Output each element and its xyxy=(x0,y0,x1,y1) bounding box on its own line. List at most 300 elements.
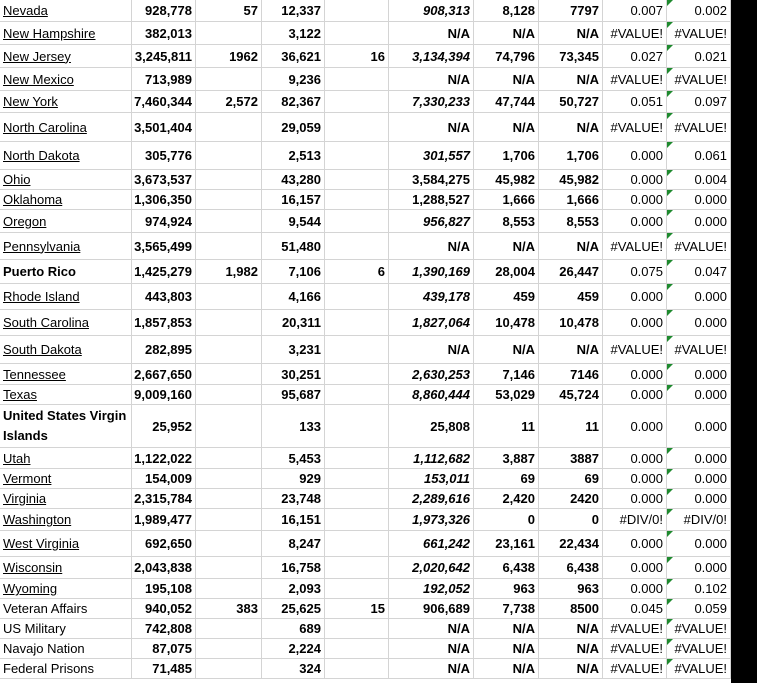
cell-col-1[interactable] xyxy=(132,113,196,141)
cell-col-6[interactable] xyxy=(474,142,539,169)
cell-col-2[interactable] xyxy=(196,190,262,209)
state-link[interactable]: Oklahoma xyxy=(3,192,63,207)
cell-col-4[interactable] xyxy=(325,260,389,283)
cell-col-1[interactable] xyxy=(132,579,196,598)
cell-col-9[interactable] xyxy=(667,659,731,678)
cell-col-0[interactable] xyxy=(0,45,132,67)
cell-col-8[interactable] xyxy=(603,639,667,658)
cell-col-7[interactable] xyxy=(539,45,603,67)
cell-col-8[interactable] xyxy=(603,68,667,90)
cell-col-3[interactable] xyxy=(262,557,325,578)
cell-col-2[interactable] xyxy=(196,113,262,141)
cell-col-3[interactable] xyxy=(262,210,325,232)
cell-col-3[interactable] xyxy=(262,509,325,530)
cell-col-9[interactable] xyxy=(667,489,731,508)
cell-col-4[interactable] xyxy=(325,233,389,259)
cell-col-0[interactable] xyxy=(0,469,132,488)
cell-col-2[interactable] xyxy=(196,210,262,232)
cell-col-4[interactable] xyxy=(325,310,389,335)
cell-col-4[interactable] xyxy=(325,659,389,678)
cell-col-6[interactable] xyxy=(474,336,539,363)
cell-col-1[interactable] xyxy=(132,233,196,259)
cell-col-3[interactable] xyxy=(262,385,325,404)
cell-col-7[interactable] xyxy=(539,659,603,678)
cell-col-7[interactable] xyxy=(539,210,603,232)
cell-col-7[interactable] xyxy=(539,448,603,468)
cell-col-8[interactable] xyxy=(603,599,667,618)
cell-col-3[interactable] xyxy=(262,190,325,209)
cell-col-5[interactable] xyxy=(389,579,474,598)
cell-col-4[interactable] xyxy=(325,599,389,618)
cell-col-5[interactable] xyxy=(389,190,474,209)
cell-col-3[interactable] xyxy=(262,364,325,384)
cell-col-4[interactable] xyxy=(325,579,389,598)
cell-col-8[interactable] xyxy=(603,336,667,363)
cell-col-6[interactable] xyxy=(474,45,539,67)
cell-col-6[interactable] xyxy=(474,364,539,384)
cell-col-7[interactable] xyxy=(539,336,603,363)
cell-col-2[interactable] xyxy=(196,509,262,530)
cell-col-6[interactable] xyxy=(474,509,539,530)
cell-col-3[interactable] xyxy=(262,599,325,618)
cell-col-6[interactable] xyxy=(474,284,539,309)
cell-col-9[interactable] xyxy=(667,364,731,384)
cell-col-0[interactable] xyxy=(0,599,132,618)
cell-col-8[interactable] xyxy=(603,659,667,678)
cell-col-3[interactable] xyxy=(262,489,325,508)
cell-col-1[interactable] xyxy=(132,599,196,618)
cell-col-0[interactable] xyxy=(0,659,132,678)
cell-col-4[interactable] xyxy=(325,557,389,578)
cell-col-7[interactable] xyxy=(539,68,603,90)
cell-col-4[interactable] xyxy=(325,448,389,468)
cell-col-7[interactable] xyxy=(539,531,603,556)
cell-col-2[interactable] xyxy=(196,659,262,678)
cell-col-3[interactable] xyxy=(262,579,325,598)
cell-col-7[interactable] xyxy=(539,639,603,658)
cell-col-2[interactable] xyxy=(196,469,262,488)
cell-col-6[interactable] xyxy=(474,557,539,578)
cell-col-9[interactable] xyxy=(667,190,731,209)
cell-col-0[interactable] xyxy=(0,142,132,169)
cell-col-1[interactable] xyxy=(132,336,196,363)
cell-col-5[interactable] xyxy=(389,385,474,404)
cell-col-5[interactable] xyxy=(389,509,474,530)
cell-col-1[interactable] xyxy=(132,0,196,21)
cell-col-1[interactable] xyxy=(132,531,196,556)
cell-col-2[interactable] xyxy=(196,489,262,508)
cell-col-1[interactable] xyxy=(132,45,196,67)
state-link[interactable]: South Dakota xyxy=(3,342,82,357)
cell-col-6[interactable] xyxy=(474,0,539,21)
state-link[interactable]: South Carolina xyxy=(3,315,89,330)
cell-col-9[interactable] xyxy=(667,639,731,658)
cell-col-1[interactable] xyxy=(132,448,196,468)
cell-col-1[interactable] xyxy=(132,405,196,447)
cell-col-3[interactable] xyxy=(262,639,325,658)
state-link[interactable]: New York xyxy=(3,94,58,109)
cell-col-4[interactable] xyxy=(325,284,389,309)
cell-col-0[interactable] xyxy=(0,68,132,90)
cell-col-4[interactable] xyxy=(325,190,389,209)
cell-col-3[interactable] xyxy=(262,531,325,556)
cell-col-0[interactable] xyxy=(0,619,132,638)
state-link[interactable]: Rhode Island xyxy=(3,289,80,304)
cell-col-9[interactable] xyxy=(667,170,731,189)
cell-col-5[interactable] xyxy=(389,45,474,67)
cell-col-8[interactable] xyxy=(603,509,667,530)
cell-col-8[interactable] xyxy=(603,557,667,578)
cell-col-6[interactable] xyxy=(474,385,539,404)
cell-col-2[interactable] xyxy=(196,364,262,384)
cell-col-2[interactable] xyxy=(196,619,262,638)
cell-col-8[interactable] xyxy=(603,22,667,44)
cell-col-4[interactable] xyxy=(325,45,389,67)
cell-col-3[interactable] xyxy=(262,22,325,44)
cell-col-9[interactable] xyxy=(667,0,731,21)
cell-col-8[interactable] xyxy=(603,260,667,283)
cell-col-1[interactable] xyxy=(132,364,196,384)
cell-col-7[interactable] xyxy=(539,557,603,578)
cell-col-3[interactable] xyxy=(262,448,325,468)
cell-col-0[interactable] xyxy=(0,310,132,335)
cell-col-2[interactable] xyxy=(196,170,262,189)
cell-col-0[interactable] xyxy=(0,509,132,530)
cell-col-1[interactable] xyxy=(132,489,196,508)
cell-col-6[interactable] xyxy=(474,91,539,112)
state-link[interactable]: West Virginia xyxy=(3,536,80,551)
cell-col-5[interactable] xyxy=(389,489,474,508)
cell-col-0[interactable] xyxy=(0,210,132,232)
cell-col-8[interactable] xyxy=(603,233,667,259)
cell-col-9[interactable] xyxy=(667,599,731,618)
cell-col-3[interactable] xyxy=(262,170,325,189)
cell-col-7[interactable] xyxy=(539,469,603,488)
cell-col-0[interactable] xyxy=(0,91,132,112)
cell-col-2[interactable] xyxy=(196,260,262,283)
cell-col-2[interactable] xyxy=(196,448,262,468)
cell-col-9[interactable] xyxy=(667,405,731,447)
cell-col-1[interactable] xyxy=(132,260,196,283)
cell-col-5[interactable] xyxy=(389,469,474,488)
cell-col-9[interactable] xyxy=(667,619,731,638)
cell-col-9[interactable] xyxy=(667,22,731,44)
cell-col-6[interactable] xyxy=(474,531,539,556)
state-link[interactable]: New Hampshire xyxy=(3,25,96,41)
cell-col-2[interactable] xyxy=(196,284,262,309)
cell-col-9[interactable] xyxy=(667,579,731,598)
cell-col-6[interactable] xyxy=(474,469,539,488)
cell-col-7[interactable] xyxy=(539,142,603,169)
cell-col-8[interactable] xyxy=(603,113,667,141)
cell-col-4[interactable] xyxy=(325,170,389,189)
cell-col-7[interactable] xyxy=(539,284,603,309)
cell-col-0[interactable] xyxy=(0,22,132,44)
cell-col-1[interactable] xyxy=(132,557,196,578)
cell-col-4[interactable] xyxy=(325,113,389,141)
cell-col-3[interactable] xyxy=(262,0,325,21)
cell-col-7[interactable] xyxy=(539,385,603,404)
cell-col-0[interactable] xyxy=(0,639,132,658)
cell-col-2[interactable] xyxy=(196,68,262,90)
cell-col-2[interactable] xyxy=(196,336,262,363)
cell-col-3[interactable] xyxy=(262,469,325,488)
cell-col-5[interactable] xyxy=(389,142,474,169)
cell-col-9[interactable] xyxy=(667,260,731,283)
cell-col-2[interactable] xyxy=(196,0,262,21)
cell-col-2[interactable] xyxy=(196,310,262,335)
cell-col-2[interactable] xyxy=(196,405,262,447)
cell-col-1[interactable] xyxy=(132,469,196,488)
cell-col-5[interactable] xyxy=(389,310,474,335)
cell-col-5[interactable] xyxy=(389,619,474,638)
cell-col-8[interactable] xyxy=(603,448,667,468)
cell-col-5[interactable] xyxy=(389,659,474,678)
cell-col-8[interactable] xyxy=(603,45,667,67)
cell-col-7[interactable] xyxy=(539,599,603,618)
cell-col-1[interactable] xyxy=(132,210,196,232)
cell-col-5[interactable] xyxy=(389,364,474,384)
cell-col-7[interactable] xyxy=(539,0,603,21)
cell-col-4[interactable] xyxy=(325,22,389,44)
cell-col-4[interactable] xyxy=(325,639,389,658)
cell-col-8[interactable] xyxy=(603,142,667,169)
cell-col-3[interactable] xyxy=(262,233,325,259)
cell-col-0[interactable] xyxy=(0,0,132,21)
cell-col-5[interactable] xyxy=(389,0,474,21)
cell-col-2[interactable] xyxy=(196,45,262,67)
cell-col-6[interactable] xyxy=(474,190,539,209)
cell-col-7[interactable] xyxy=(539,190,603,209)
cell-col-2[interactable] xyxy=(196,531,262,556)
cell-col-9[interactable] xyxy=(667,284,731,309)
cell-col-3[interactable] xyxy=(262,336,325,363)
cell-col-4[interactable] xyxy=(325,142,389,169)
cell-col-8[interactable] xyxy=(603,210,667,232)
cell-col-6[interactable] xyxy=(474,310,539,335)
cell-col-7[interactable] xyxy=(539,233,603,259)
cell-col-9[interactable] xyxy=(667,113,731,141)
cell-col-4[interactable] xyxy=(325,531,389,556)
cell-col-6[interactable] xyxy=(474,639,539,658)
cell-col-2[interactable] xyxy=(196,557,262,578)
cell-col-8[interactable] xyxy=(603,91,667,112)
cell-col-3[interactable] xyxy=(262,260,325,283)
cell-col-8[interactable] xyxy=(603,310,667,335)
state-link[interactable]: Virginia xyxy=(3,491,47,506)
cell-col-4[interactable] xyxy=(325,619,389,638)
cell-col-6[interactable] xyxy=(474,170,539,189)
cell-col-5[interactable] xyxy=(389,260,474,283)
cell-col-9[interactable] xyxy=(667,68,731,90)
cell-col-5[interactable] xyxy=(389,210,474,232)
cell-col-5[interactable] xyxy=(389,557,474,578)
state-link[interactable]: Ohio xyxy=(3,172,31,187)
cell-col-7[interactable] xyxy=(539,405,603,447)
cell-col-3[interactable] xyxy=(262,619,325,638)
cell-col-1[interactable] xyxy=(132,190,196,209)
cell-col-4[interactable] xyxy=(325,469,389,488)
cell-col-5[interactable] xyxy=(389,170,474,189)
cell-col-4[interactable] xyxy=(325,509,389,530)
cell-col-3[interactable] xyxy=(262,659,325,678)
cell-col-8[interactable] xyxy=(603,531,667,556)
cell-col-3[interactable] xyxy=(262,91,325,112)
cell-col-0[interactable] xyxy=(0,579,132,598)
state-link[interactable]: Oregon xyxy=(3,213,47,229)
cell-col-1[interactable] xyxy=(132,385,196,404)
cell-col-5[interactable] xyxy=(389,284,474,309)
cell-col-0[interactable] xyxy=(0,489,132,508)
cell-col-0[interactable] xyxy=(0,260,132,283)
cell-col-5[interactable] xyxy=(389,91,474,112)
cell-col-6[interactable] xyxy=(474,68,539,90)
cell-col-8[interactable] xyxy=(603,190,667,209)
state-link[interactable]: Nevada xyxy=(3,3,48,18)
cell-col-8[interactable] xyxy=(603,579,667,598)
cell-col-9[interactable] xyxy=(667,509,731,530)
cell-col-5[interactable] xyxy=(389,639,474,658)
cell-col-3[interactable] xyxy=(262,142,325,169)
cell-col-0[interactable] xyxy=(0,284,132,309)
cell-col-8[interactable] xyxy=(603,0,667,21)
cell-col-3[interactable] xyxy=(262,68,325,90)
cell-col-5[interactable] xyxy=(389,113,474,141)
cell-col-0[interactable] xyxy=(0,405,132,447)
cell-col-4[interactable] xyxy=(325,489,389,508)
cell-col-4[interactable] xyxy=(325,405,389,447)
cell-col-1[interactable] xyxy=(132,284,196,309)
cell-col-6[interactable] xyxy=(474,448,539,468)
cell-col-1[interactable] xyxy=(132,142,196,169)
cell-col-7[interactable] xyxy=(539,619,603,638)
cell-col-7[interactable] xyxy=(539,489,603,508)
cell-col-6[interactable] xyxy=(474,659,539,678)
state-link[interactable]: Wisconsin xyxy=(3,560,63,575)
cell-col-2[interactable] xyxy=(196,579,262,598)
cell-col-0[interactable] xyxy=(0,233,132,259)
state-link[interactable]: Pennsylvania xyxy=(3,238,81,254)
cell-col-8[interactable] xyxy=(603,385,667,404)
cell-col-0[interactable] xyxy=(0,531,132,556)
cell-col-7[interactable] xyxy=(539,364,603,384)
cell-col-5[interactable] xyxy=(389,405,474,447)
cell-col-9[interactable] xyxy=(667,233,731,259)
state-link[interactable]: Texas xyxy=(3,387,37,402)
state-link[interactable]: Utah xyxy=(3,450,31,466)
cell-col-4[interactable] xyxy=(325,91,389,112)
cell-col-4[interactable] xyxy=(325,336,389,363)
cell-col-0[interactable] xyxy=(0,113,132,141)
cell-col-0[interactable] xyxy=(0,364,132,384)
cell-col-3[interactable] xyxy=(262,284,325,309)
state-link[interactable]: New Jersey xyxy=(3,48,71,64)
cell-col-6[interactable] xyxy=(474,260,539,283)
cell-col-1[interactable] xyxy=(132,170,196,189)
cell-col-4[interactable] xyxy=(325,364,389,384)
cell-col-2[interactable] xyxy=(196,91,262,112)
cell-col-9[interactable] xyxy=(667,531,731,556)
cell-col-5[interactable] xyxy=(389,531,474,556)
cell-col-9[interactable] xyxy=(667,557,731,578)
cell-col-7[interactable] xyxy=(539,260,603,283)
cell-col-6[interactable] xyxy=(474,233,539,259)
cell-col-1[interactable] xyxy=(132,91,196,112)
cell-col-1[interactable] xyxy=(132,509,196,530)
cell-col-1[interactable] xyxy=(132,639,196,658)
cell-col-9[interactable] xyxy=(667,336,731,363)
cell-col-0[interactable] xyxy=(0,190,132,209)
cell-col-8[interactable] xyxy=(603,170,667,189)
state-link[interactable]: New Mexico xyxy=(3,71,74,87)
cell-col-1[interactable] xyxy=(132,619,196,638)
cell-col-7[interactable] xyxy=(539,579,603,598)
cell-col-9[interactable] xyxy=(667,469,731,488)
state-link[interactable]: Vermont xyxy=(3,471,52,486)
cell-col-9[interactable] xyxy=(667,210,731,232)
cell-col-2[interactable] xyxy=(196,233,262,259)
cell-col-1[interactable] xyxy=(132,659,196,678)
cell-col-1[interactable] xyxy=(132,310,196,335)
cell-col-5[interactable] xyxy=(389,22,474,44)
cell-col-8[interactable] xyxy=(603,489,667,508)
cell-col-6[interactable] xyxy=(474,210,539,232)
state-link[interactable]: Washington xyxy=(3,512,72,527)
state-link[interactable]: Tennessee xyxy=(3,366,66,382)
cell-col-8[interactable] xyxy=(603,469,667,488)
cell-col-2[interactable] xyxy=(196,385,262,404)
cell-col-4[interactable] xyxy=(325,68,389,90)
cell-col-2[interactable] xyxy=(196,599,262,618)
cell-col-9[interactable] xyxy=(667,142,731,169)
cell-col-5[interactable] xyxy=(389,599,474,618)
cell-col-0[interactable] xyxy=(0,336,132,363)
cell-col-6[interactable] xyxy=(474,22,539,44)
cell-col-7[interactable] xyxy=(539,91,603,112)
cell-col-8[interactable] xyxy=(603,405,667,447)
cell-col-6[interactable] xyxy=(474,405,539,447)
state-link[interactable]: North Carolina xyxy=(3,119,87,135)
cell-col-8[interactable] xyxy=(603,364,667,384)
cell-col-8[interactable] xyxy=(603,619,667,638)
state-link[interactable]: Wyoming xyxy=(3,581,58,596)
cell-col-7[interactable] xyxy=(539,113,603,141)
cell-col-4[interactable] xyxy=(325,385,389,404)
cell-col-0[interactable] xyxy=(0,385,132,404)
state-link[interactable]: North Dakota xyxy=(3,148,80,163)
cell-col-5[interactable] xyxy=(389,68,474,90)
cell-col-9[interactable] xyxy=(667,385,731,404)
cell-col-3[interactable] xyxy=(262,405,325,447)
cell-col-2[interactable] xyxy=(196,142,262,169)
cell-col-0[interactable] xyxy=(0,170,132,189)
cell-col-0[interactable] xyxy=(0,557,132,578)
cell-col-7[interactable] xyxy=(539,22,603,44)
cell-col-3[interactable] xyxy=(262,113,325,141)
cell-col-1[interactable] xyxy=(132,68,196,90)
cell-col-5[interactable] xyxy=(389,233,474,259)
cell-col-3[interactable] xyxy=(262,45,325,67)
cell-col-9[interactable] xyxy=(667,91,731,112)
cell-col-1[interactable] xyxy=(132,22,196,44)
cell-col-7[interactable] xyxy=(539,310,603,335)
cell-col-6[interactable] xyxy=(474,579,539,598)
cell-col-6[interactable] xyxy=(474,599,539,618)
cell-col-6[interactable] xyxy=(474,113,539,141)
cell-col-2[interactable] xyxy=(196,22,262,44)
cell-col-5[interactable] xyxy=(389,448,474,468)
cell-col-4[interactable] xyxy=(325,0,389,21)
